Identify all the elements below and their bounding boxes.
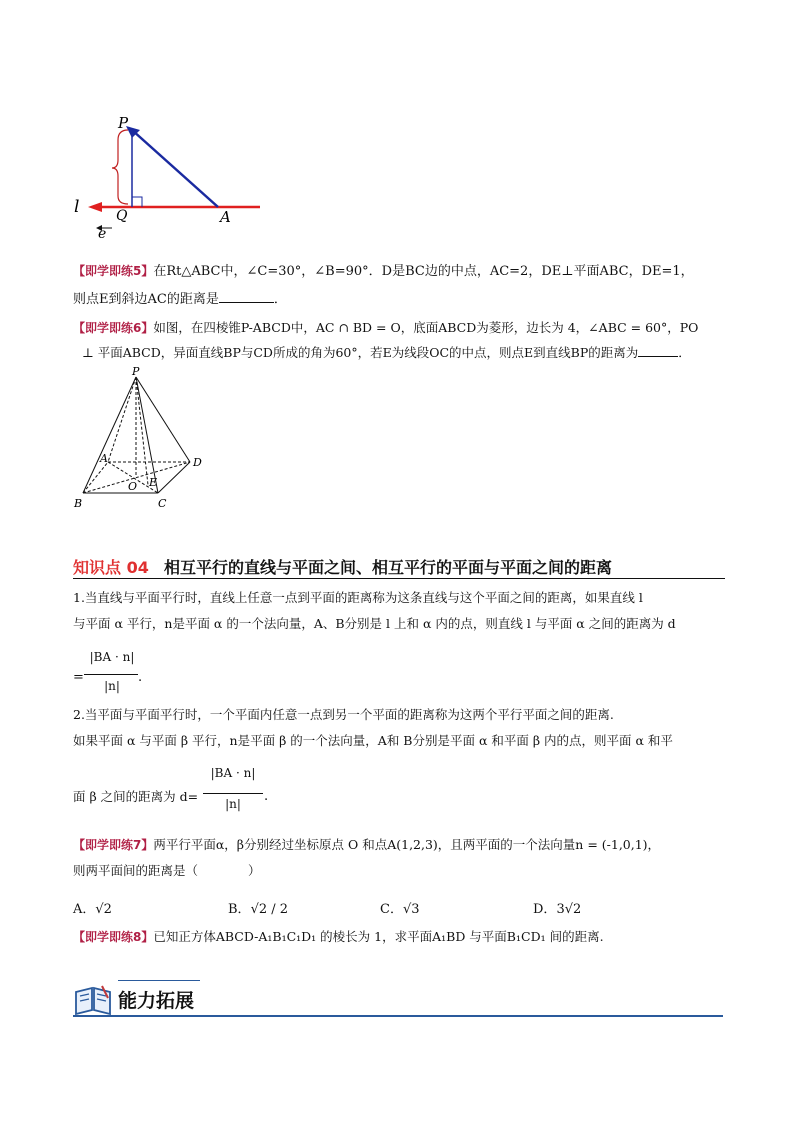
exercise-6-text1: 如图，在四棱锥P-ABCD中，AC ∩ BD = O，底面ABCD为菱形，边长为 4，∠ABC = 60°，PO — [153, 320, 699, 335]
exercise-7-option-A[interactable] — [73, 898, 112, 917]
label-C: C — [158, 497, 167, 510]
kp-title: 相互平行的直线与平面之间、相互平行的平面与平面之间的距离 — [163, 558, 612, 577]
exercise-5-text1: 在Rt△ABC中，∠C=30°，∠B=90°．D是BC边的中点，AC=2，DE⊥平面ABC，DE=1， — [153, 264, 694, 279]
label-A: A — [220, 208, 231, 226]
right-angle-mark — [132, 197, 142, 207]
exercise-5-line2 — [73, 290, 287, 308]
option-C-value: √3 — [402, 902, 420, 917]
para2-line3: 面 β 之间的距离为 d= — [73, 789, 199, 804]
option-A-letter: A． — [73, 902, 96, 917]
exercise-7-line2: 则两平面间的距离是（ ） — [73, 863, 261, 878]
edge-CD — [158, 462, 190, 493]
section-title: 能力拓展 — [118, 990, 195, 1012]
figure-pyramid — [70, 365, 220, 515]
para1-end: . — [138, 670, 143, 685]
option-C-letter: C． — [380, 902, 403, 917]
distance-brace — [112, 130, 128, 204]
exercise-7-tag: 【即学即练7】 — [73, 838, 154, 852]
label-P: P — [118, 114, 129, 132]
option-D-letter: D． — [533, 902, 557, 917]
exercise-5-answer-blank[interactable] — [219, 290, 274, 303]
exercise-7-option-C[interactable] — [380, 898, 420, 917]
para1-denominator: |n| — [104, 679, 120, 693]
line-l-arrowhead — [88, 202, 102, 212]
kp-heading-underline — [73, 578, 725, 579]
option-A-value: √2 — [95, 902, 112, 917]
exercise-5-line1 — [73, 263, 694, 280]
knowledge-point-heading — [73, 555, 612, 578]
para1-numerator: |BA · n| — [89, 650, 135, 664]
label-O: O — [128, 480, 138, 493]
edge-PA — [108, 377, 136, 462]
exercise-7-option-D[interactable] — [533, 898, 581, 917]
section-top-rule — [118, 980, 200, 981]
exercise-7-text1: 两平行平面α，β分别经过坐标原点 O 和点A(1,2,3)，且两平面的一个法向量n = (-1,0,1)， — [153, 837, 661, 852]
para2-denominator: |n| — [225, 797, 241, 811]
figure-point-line-distance — [60, 110, 280, 240]
label-B: B — [74, 497, 83, 510]
exercise-5-tag: 【即学即练5】 — [73, 264, 154, 278]
label-A: A — [100, 452, 108, 465]
para2-end: . — [264, 789, 269, 804]
para2-numerator: |BA · n| — [210, 766, 256, 780]
label-e: e — [98, 226, 107, 240]
label-l: l — [74, 197, 80, 217]
segment-PA — [132, 130, 218, 207]
exercise-6-tag: 【即学即练6】 — [73, 321, 154, 335]
exercise-6-answer-blank[interactable] — [638, 344, 678, 357]
para2-line1: 2.当平面与平面平行时，一个平面内任意一点到另一个平面的距离称为这两个平行平面之间的距离. — [73, 707, 614, 722]
exercise-8-text1: 已知正方体ABCD-A₁B₁C₁D₁ 的棱长为 1，求平面A₁BD 与平面B₁CD₁ 间的距离. — [153, 929, 604, 944]
option-D-value: 3√2 — [556, 902, 582, 917]
label-E: E — [149, 476, 158, 489]
label-D: D — [193, 456, 202, 469]
exercise-6-text2: ⊥ 平面ABCD，异面直线BP与CD所成的角为60°，若E为线段OC的中点，则点E到直线BP的距离为 — [82, 345, 639, 360]
exercise-5-end: ． — [273, 292, 287, 307]
exercise-7-option-B[interactable] — [228, 898, 288, 917]
option-B-value: √2 / 2 — [250, 902, 289, 917]
exercise-6-line2 — [82, 344, 691, 361]
para1-formula-lead: = — [73, 670, 84, 685]
book-icon — [72, 984, 114, 1016]
label-Q: Q — [116, 208, 128, 224]
exercise-7-line1 — [73, 836, 660, 854]
para2-line2: 如果平面 α 与平面 β 平行，n是平面 β 的一个法向量，A和 B分别是平面 α 和平面 β 内的点，则平面 α 和平 — [73, 733, 673, 748]
exercise-6-end: ． — [678, 345, 691, 360]
exercise-6-line1 — [73, 319, 698, 337]
exercise-8-line1 — [73, 928, 604, 946]
para1-line2: 与平面 α 平行，n是平面 α 的一个法向量，A、B分别是 l 上和 α 内的点，则直线 l 与平面 α 之间的距离为 d — [73, 616, 676, 631]
section-underline — [73, 1015, 723, 1017]
para1-fraction-bar — [84, 674, 138, 675]
exercise-5-text2: 则点E到斜边AC的距离是 — [73, 292, 219, 307]
para1-line1: 1.当直线与平面平行时，直线上任意一点到平面的距离称为这条直线与这个平面之间的距离，如果直线 l — [73, 590, 643, 605]
edge-PB — [83, 377, 136, 493]
para2-fraction-bar — [203, 793, 263, 794]
option-B-letter: B． — [228, 902, 251, 917]
exercise-8-tag: 【即学即练8】 — [73, 930, 154, 944]
kp-label: 知识点 04 — [73, 558, 149, 577]
label-P: P — [132, 365, 140, 378]
